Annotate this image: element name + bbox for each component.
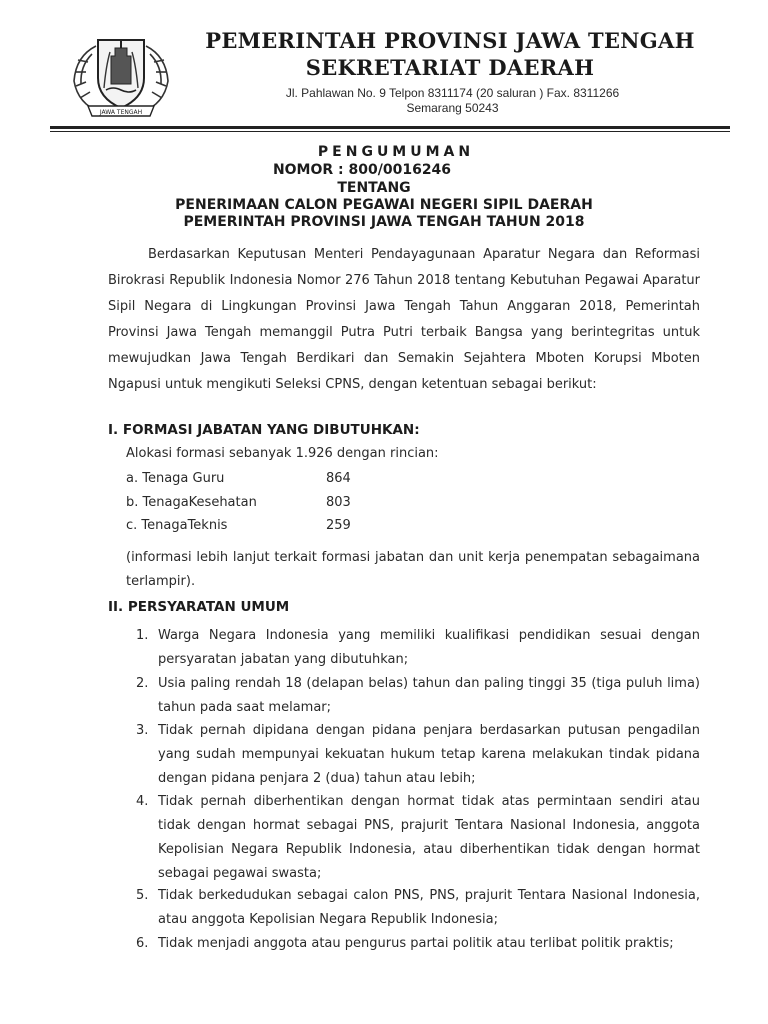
announcement-word: PENGUMUMAN [317, 144, 475, 160]
intro-paragraph: Berdasarkan Keputusan Menteri Pendayagunaan Aparatur Negara dan Reformasi Birokrasi Republik Indonesia Nomor 276 Tahun 2018 tentang Kebutuhan Pegawai Aparatur Sipil Negara di Lingkungan Provinsi Jawa Tengah Tahun Anggaran 2018, Pemerintah Provinsi Jawa Tengah memanggil Putra Putri terbaik Bangsa yang berintegritas untuk mewujudkan Jawa Tengah Berdikari dan Semakin Sejahtera Mboten Korupsi Mboten Ngapusi untuk mengikuti Seleksi CPNS, dengan ketentuan sebagai berikut: [108, 247, 700, 392]
requirement-item [136, 884, 700, 932]
formation-row [126, 471, 486, 491]
formation-note: (informasi lebih lanjut terkait formasi jabatan dan unit kerja penempatan sebagaimana terlampir). [126, 550, 700, 589]
emblem-ribbon-text: JAWA TENGAH [99, 109, 143, 116]
formation-row [126, 495, 486, 515]
requirement-text: Tidak menjadi anggota atau pengurus partai politik atau terlibat politik praktis; [158, 936, 674, 951]
requirement-number: 1. [136, 628, 149, 643]
requirement-text: Tidak berkedudukan sebagai calon PNS, PNS, prajurit Tentara Nasional Indonesia, atau anggota Kepolisian Negara Republik Indonesia; [158, 888, 700, 927]
address-line-1: Jl. Pahlawan No. 9 Telpon 8311174 (20 saluran ) Fax. 8311266 [285, 86, 620, 100]
requirement-item [136, 624, 700, 672]
formation-label: b. TenagaKesehatan [126, 495, 257, 510]
formation-count: 259 [326, 518, 351, 533]
formation-label: a. Tenaga Guru [126, 471, 225, 486]
provincial-emblem-icon [66, 26, 176, 122]
letterhead-divider-thin [50, 131, 730, 132]
formation-label: c. TenagaTeknis [126, 518, 228, 533]
announcement-tentang: TENTANG [337, 180, 411, 196]
requirement-number: 6. [136, 936, 149, 951]
requirement-item [136, 672, 700, 720]
requirement-text: Tidak pernah diberhentikan dengan hormat tidak atas permintaan sendiri atau tidak dengan hormat sebagai PNS, prajurit Tentara Nasional Indonesia, anggota Kepolisian Negara Republik Indonesia, atau diberhentikan tidak dengan hormat sebagai pegawai swasta; [158, 794, 700, 881]
requirement-text: Usia paling rendah 18 (delapan belas) tahun dan paling tinggi 35 (tiga puluh lima) tahun pada saat melamar; [158, 676, 700, 715]
allocation-summary: Alokasi formasi sebanyak 1.926 dengan rincian: [126, 446, 439, 461]
announcement-subject-line-1: PENERIMAAN CALON PEGAWAI NEGERI SIPIL DAERAH [175, 197, 593, 213]
announcement-number: NOMOR : 800/0016246 [272, 162, 452, 178]
requirement-item [136, 790, 700, 886]
requirement-number: 4. [136, 794, 149, 809]
formation-count: 803 [326, 495, 351, 510]
requirement-number: 5. [136, 888, 149, 903]
requirement-number: 3. [136, 723, 149, 738]
address-line-2: Semarang 50243 [406, 101, 499, 115]
announcement-subject-line-2: PEMERINTAH PROVINSI JAWA TENGAH TAHUN 2018 [183, 214, 585, 230]
requirement-item [136, 932, 700, 956]
requirement-item [136, 719, 700, 791]
requirement-number: 2. [136, 676, 149, 691]
section-1-title: I. FORMASI JABATAN YANG DIBUTUHKAN: [108, 422, 420, 438]
office-address [180, 86, 725, 116]
government-title: PEMERINTAH PROVINSI JAWA TENGAH [205, 28, 695, 53]
formation-count: 864 [326, 471, 351, 486]
requirement-text: Tidak pernah dipidana dengan pidana penjara berdasarkan putusan pengadilan yang sudah mempunyai kekuatan hukum tetap karena melakukan tindak pidana dengan pidana penjara 2 (dua) tahun atau lebih; [158, 723, 700, 786]
section-2-title: II. PERSYARATAN UMUM [108, 599, 290, 615]
formation-row [126, 518, 486, 538]
secretariat-title: SEKRETARIAT DAERAH [305, 55, 595, 80]
requirement-text: Warga Negara Indonesia yang memiliki kualifikasi pendidikan sesuai dengan persyaratan jabatan yang dibutuhkan; [158, 628, 700, 667]
letterhead-divider-thick [50, 126, 730, 129]
